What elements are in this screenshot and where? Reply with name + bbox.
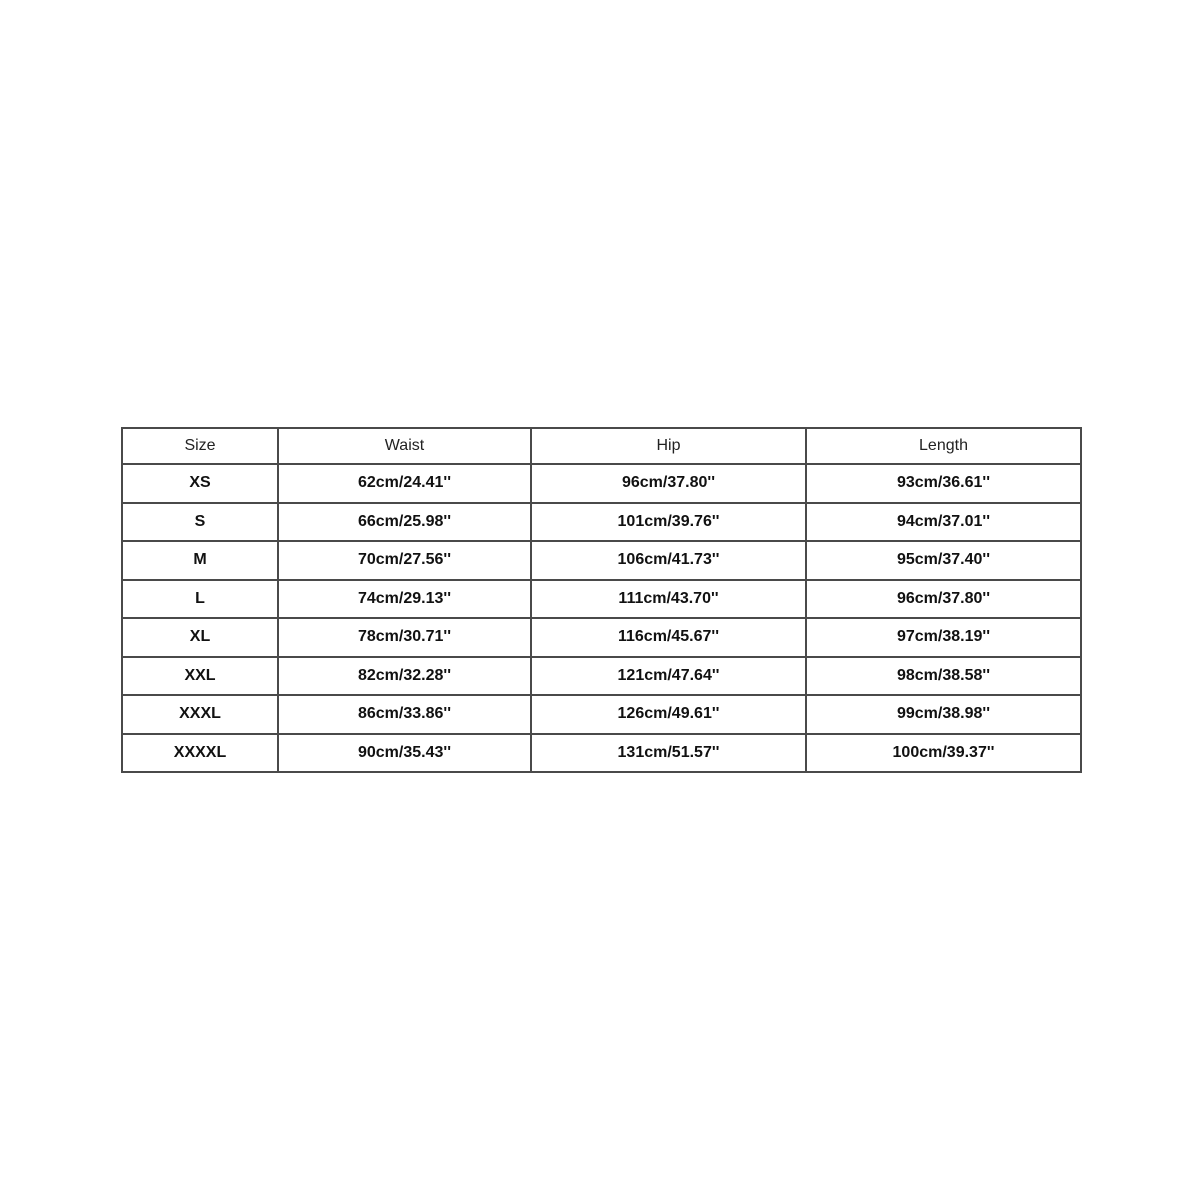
cell-length: 96cm/37.80'' bbox=[806, 580, 1081, 619]
cell-length: 98cm/38.58'' bbox=[806, 657, 1081, 696]
cell-length: 97cm/38.19'' bbox=[806, 618, 1081, 657]
cell-length: 95cm/37.40'' bbox=[806, 541, 1081, 580]
cell-size: XXL bbox=[122, 657, 278, 696]
cell-hip: 111cm/43.70'' bbox=[531, 580, 806, 619]
cell-hip: 101cm/39.76'' bbox=[531, 503, 806, 542]
cell-hip: 96cm/37.80'' bbox=[531, 464, 806, 503]
table-row bbox=[122, 695, 1081, 734]
cell-waist: 74cm/29.13'' bbox=[278, 580, 531, 619]
cell-waist: 78cm/30.71'' bbox=[278, 618, 531, 657]
cell-size: L bbox=[122, 580, 278, 619]
header-size: Size bbox=[122, 428, 278, 464]
cell-size: XXXXL bbox=[122, 734, 278, 773]
table-row bbox=[122, 734, 1081, 773]
cell-length: 93cm/36.61'' bbox=[806, 464, 1081, 503]
table-row bbox=[122, 657, 1081, 696]
cell-waist: 62cm/24.41'' bbox=[278, 464, 531, 503]
cell-length: 99cm/38.98'' bbox=[806, 695, 1081, 734]
cell-waist: 70cm/27.56'' bbox=[278, 541, 531, 580]
cell-hip: 106cm/41.73'' bbox=[531, 541, 806, 580]
cell-hip: 126cm/49.61'' bbox=[531, 695, 806, 734]
cell-size: XL bbox=[122, 618, 278, 657]
table-row bbox=[122, 503, 1081, 542]
table-row bbox=[122, 464, 1081, 503]
header-waist: Waist bbox=[278, 428, 531, 464]
cell-length: 100cm/39.37'' bbox=[806, 734, 1081, 773]
cell-length: 94cm/37.01'' bbox=[806, 503, 1081, 542]
table-row bbox=[122, 541, 1081, 580]
header-length: Length bbox=[806, 428, 1081, 464]
size-chart-table bbox=[121, 427, 1082, 773]
cell-hip: 116cm/45.67'' bbox=[531, 618, 806, 657]
cell-waist: 82cm/32.28'' bbox=[278, 657, 531, 696]
table-row bbox=[122, 580, 1081, 619]
cell-waist: 90cm/35.43'' bbox=[278, 734, 531, 773]
table-row bbox=[122, 618, 1081, 657]
cell-waist: 66cm/25.98'' bbox=[278, 503, 531, 542]
table-header-row bbox=[122, 428, 1081, 464]
cell-size: S bbox=[122, 503, 278, 542]
cell-hip: 121cm/47.64'' bbox=[531, 657, 806, 696]
cell-size: M bbox=[122, 541, 278, 580]
cell-size: XXXL bbox=[122, 695, 278, 734]
cell-waist: 86cm/33.86'' bbox=[278, 695, 531, 734]
header-hip: Hip bbox=[531, 428, 806, 464]
cell-size: XS bbox=[122, 464, 278, 503]
cell-hip: 131cm/51.57'' bbox=[531, 734, 806, 773]
